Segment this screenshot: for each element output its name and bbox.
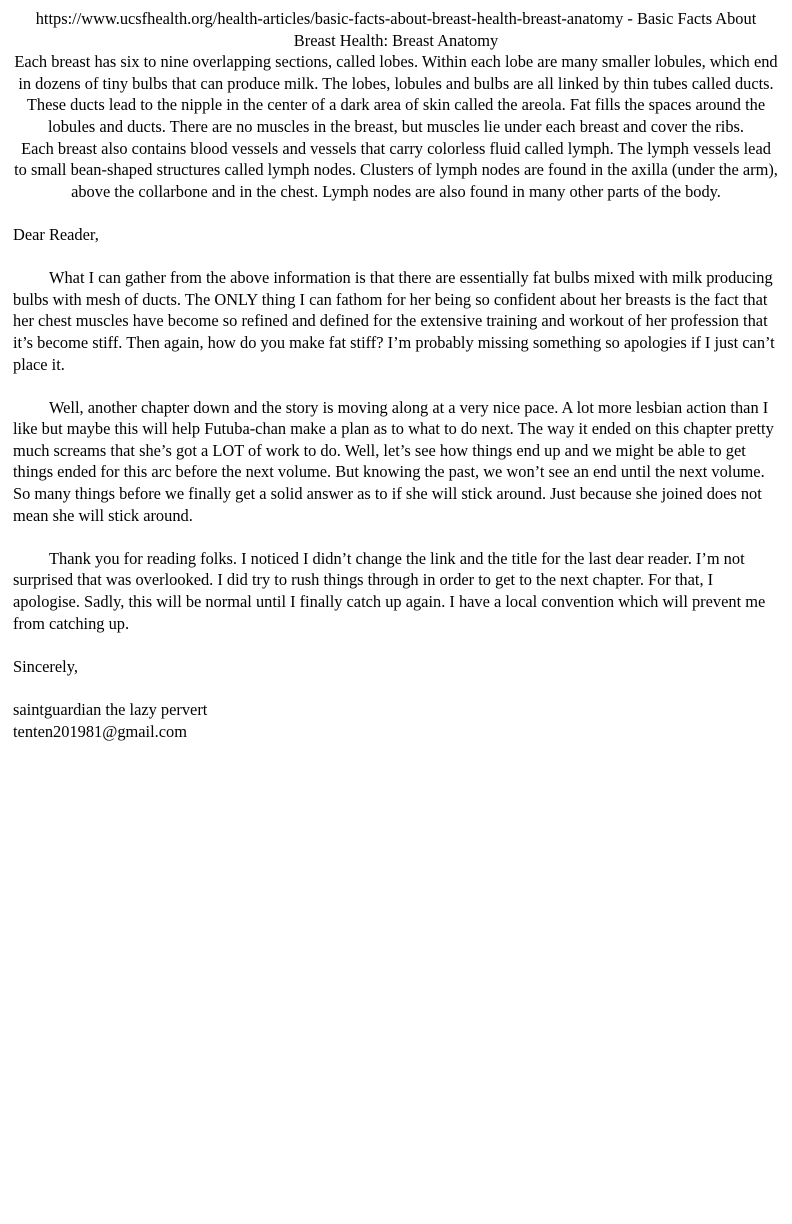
closing: Sincerely,	[13, 656, 78, 676]
signature: saintguardian the lazy pervert	[13, 700, 208, 719]
letter-paragraph: What I can gather from the above information is that there are essentially fat bulbs mixed with milk producing bulbs with mesh of ducts. The ONLY thing I can fathom for her being so confident about her breasts is the fact that her chest muscles have become so refined and defined for the extensive training and workout of her profession that it’s become stiff. Then again, how do you make fat stiff? I’m probably missing something so apologies if I just can’t place it.	[13, 268, 775, 374]
quoted-paragraph: Each breast also contains blood vessels and vessels that carry colorless fluid called lymph. The lymph vessels lead to small bean-shaped structures called lymph nodes. Clusters of lymph nodes are found in the axilla (under the arm), above the collarbone and in the chest. Lymph nodes are also found in many other parts of the body.	[14, 138, 778, 201]
source-title: Basic Facts About Breast Health: Breast Anatomy	[293, 9, 757, 50]
source-line	[13, 8, 779, 51]
letter-paragraph: Well, another chapter down and the story is moving along at a very nice pace. A lot more lesbian action than I like but maybe this will help Futuba-chan make a plan as to what to do next. The way it ended on this chapter pretty much screams that she’s got a LOT of work to do. Well, let’s see how things end up and we might be able to get things ended for this arc before the next volume. But knowing the past, we won’t see an end until the next volume. So many things before we finally get a solid answer as to if she will stick around. Just because she joined does not mean she will stick around.	[13, 397, 774, 525]
source-url[interactable]: https://www.ucsfhealth.org/health-articles/basic-facts-about-breast-health-breast-anatomy	[35, 9, 624, 28]
letter-body	[13, 224, 779, 742]
source-separator: -	[623, 9, 637, 28]
quoted-source-block	[13, 8, 779, 202]
email-address[interactable]: tenten201981@gmail.com	[13, 721, 187, 741]
document-page	[13, 8, 779, 742]
salutation: Dear Reader,	[13, 224, 99, 244]
quoted-paragraph: Each breast has six to nine overlapping sections, called lobes. Within each lobe are many smaller lobules, which end in dozens of tiny bulbs that can produce milk. The lobes, lobules and bulbs are all linked by thin tubes called ducts. These ducts lead to the nipple in the center of a dark area of skin called the areola. Fat fills the spaces around the lobules and ducts. There are no muscles in the breast, but muscles lie under each breast and cover the ribs.	[14, 52, 778, 136]
letter-paragraph: Thank you for reading folks. I noticed I didn’t change the link and the title for the last dear reader. I’m not surprised that was overlooked. I did try to rush things through in order to get to the next chapter. For that, I apologise. Sadly, this will be normal until I finally catch up again. I have a local convention which will prevent me from catching up.	[13, 548, 766, 633]
